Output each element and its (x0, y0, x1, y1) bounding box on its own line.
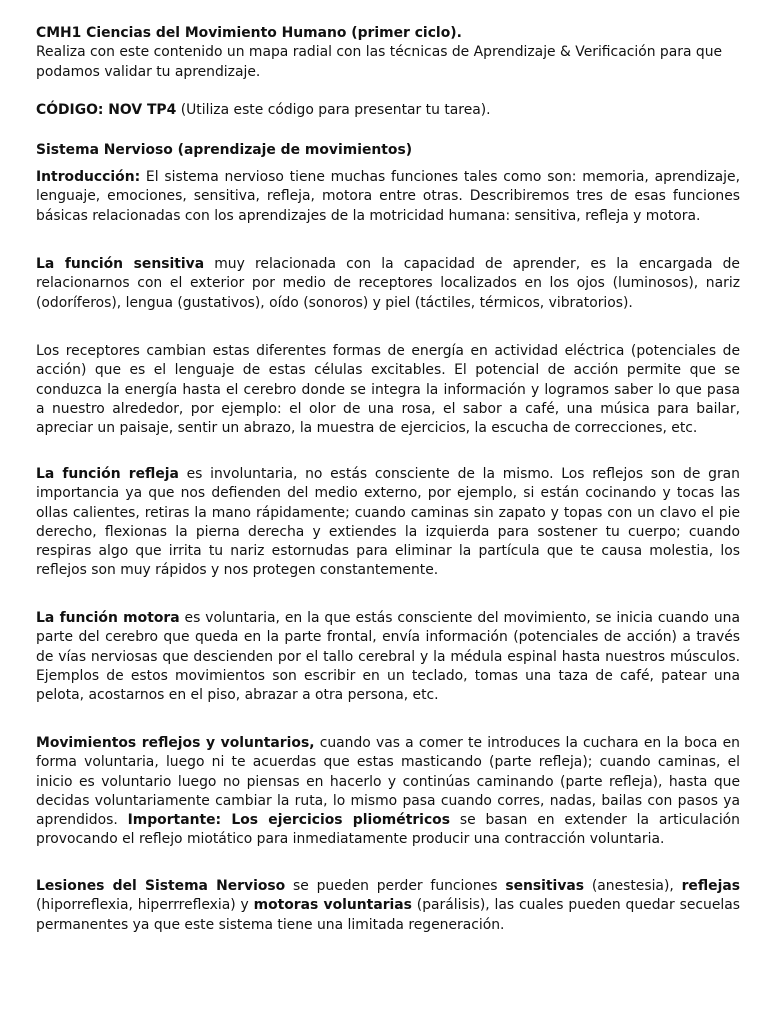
movimientos-paragraph (36, 734, 740, 850)
code-label: CÓDIGO: NOV TP4 (36, 102, 177, 118)
reflejas-term: reflejas (681, 878, 740, 894)
motora-text: es voluntaria, en la que estás consciente del movimiento, se inicia cuando una parte del cerebro que queda en la parte frontal, envía información (potenciales de acción) a través de vías nerviosas que descienden por el tallo cerebral y la médula espinal hasta nuestros músculos. Ejemplos de estos movimientos son escribir en un teclado, tomas una taza de café, patear una pelota, acostarnos en el piso, abrazar a otra persona, etc. (36, 610, 740, 704)
refleja-paragraph (36, 465, 740, 581)
section-title: Sistema Nervioso (aprendizaje de movimientos) (36, 142, 413, 158)
receptores-text: Los receptores cambian estas diferentes formas de energía en actividad eléctrica (potenciales de acción) que es el lenguaje de estas células excitables. El potencial de acción permite que se conduzca la energía hasta el cerebro donde se integra la información y logramos saber lo que pasa a nuestro alrededor, por ejemplo: el olor de una rosa, el sabor a café, una música para bailar, apreciar un paisaje, sentir un abrazo, la muestra de ejercicios, la escucha de correcciones, etc. (36, 343, 740, 437)
motora-label: La función motora (36, 610, 180, 626)
important-label: Importante: Los ejercicios pliométricos (127, 812, 450, 829)
refleja-label: La función refleja (36, 466, 179, 482)
course-title: CMH1 Ciencias del Movimiento Humano (primer ciclo). (36, 25, 462, 41)
instruction-text: Realiza con este contenido un mapa radial con las técnicas de Aprendizaje & Verificación para que podamos validar tu aprendizaje. (36, 44, 723, 80)
code-line (36, 101, 740, 120)
motora-paragraph (36, 609, 740, 705)
movimientos-text: cuando vas a comer te introduces la cuchara en la boca en forma voluntaria, luego ni te acuerdas que estas masticando (parte refleja); cuando caminas, el inicio es voluntario luego no piensas en hacerlo y continúas caminando (parte refleja), hasta que decidas voluntariamente cambiar la ruta, lo mismo pasa cuando corres, nadas, bailas con pasos ya aprendidos. (36, 735, 740, 829)
movimientos-text-2: se basan en extender la articulación provocando el reflejo miotático para inmediatamente producir una contracción voluntaria. (36, 812, 740, 848)
intro-label: Introducción: (36, 169, 141, 185)
sensitivas-term: sensitivas (505, 878, 585, 894)
receptores-paragraph (36, 342, 740, 438)
lesiones-paragraph: Lesiones del Sistema Nervioso se pueden perder funciones sensitivas (anestesia), reflejas (hiporreflexia, hiperrreflexia) y motoras voluntarias (parálisis), las cuales pueden quedar secuelas permanentes ya que este sistema tiene una limitada regeneración. (36, 878, 740, 933)
sensitiva-paragraph (36, 255, 740, 313)
code-note: (Utiliza este código para presentar tu tarea). (176, 102, 491, 118)
intro-paragraph (36, 168, 740, 226)
lesiones-label: Lesiones del Sistema Nervioso (36, 878, 286, 894)
sensitiva-text: muy relacionada con la capacidad de aprender, es la encargada de relacionarnos con el exterior por medio de receptores localizados en los ojos (luminosos), nariz (odoríferos), lengua (gustativos), oído (sonoros) y piel (táctiles, térmicos, vibratorios). (36, 256, 740, 311)
sensitiva-label: La función sensitiva (36, 256, 205, 272)
refleja-text: es involuntaria, no estás consciente de la mismo. Los reflejos son de gran importancia ya que nos defienden del medio externo, por ejemplo, si están cocinando y tocas las ollas calientes, retiras la mano rápidamente; cuando caminas sin zapato y topas con un clavo el pie derecho, flexionas la pierna derecha y extiendes la izquierda para sostener tu cuerpo; cuando respiras algo que irrita tu nariz estornudas para eliminar la partícula que te causa molestia, los reflejos son muy rápidos y nos protegen constantemente. (36, 466, 740, 579)
motoras-term: motoras voluntarias (253, 897, 412, 914)
movimientos-label: Movimientos reflejos y voluntarios, (36, 735, 315, 751)
intro-text: El sistema nervioso tiene muchas funciones tales como son: memoria, aprendizaje, lenguaje, emociones, sensitiva, refleja, motora entre otras. Describiremos tres de esas funciones básicas relacionadas con los aprendizajes de la motricidad humana: sensitiva, refleja y motora. (36, 169, 740, 224)
header-block (36, 24, 740, 82)
